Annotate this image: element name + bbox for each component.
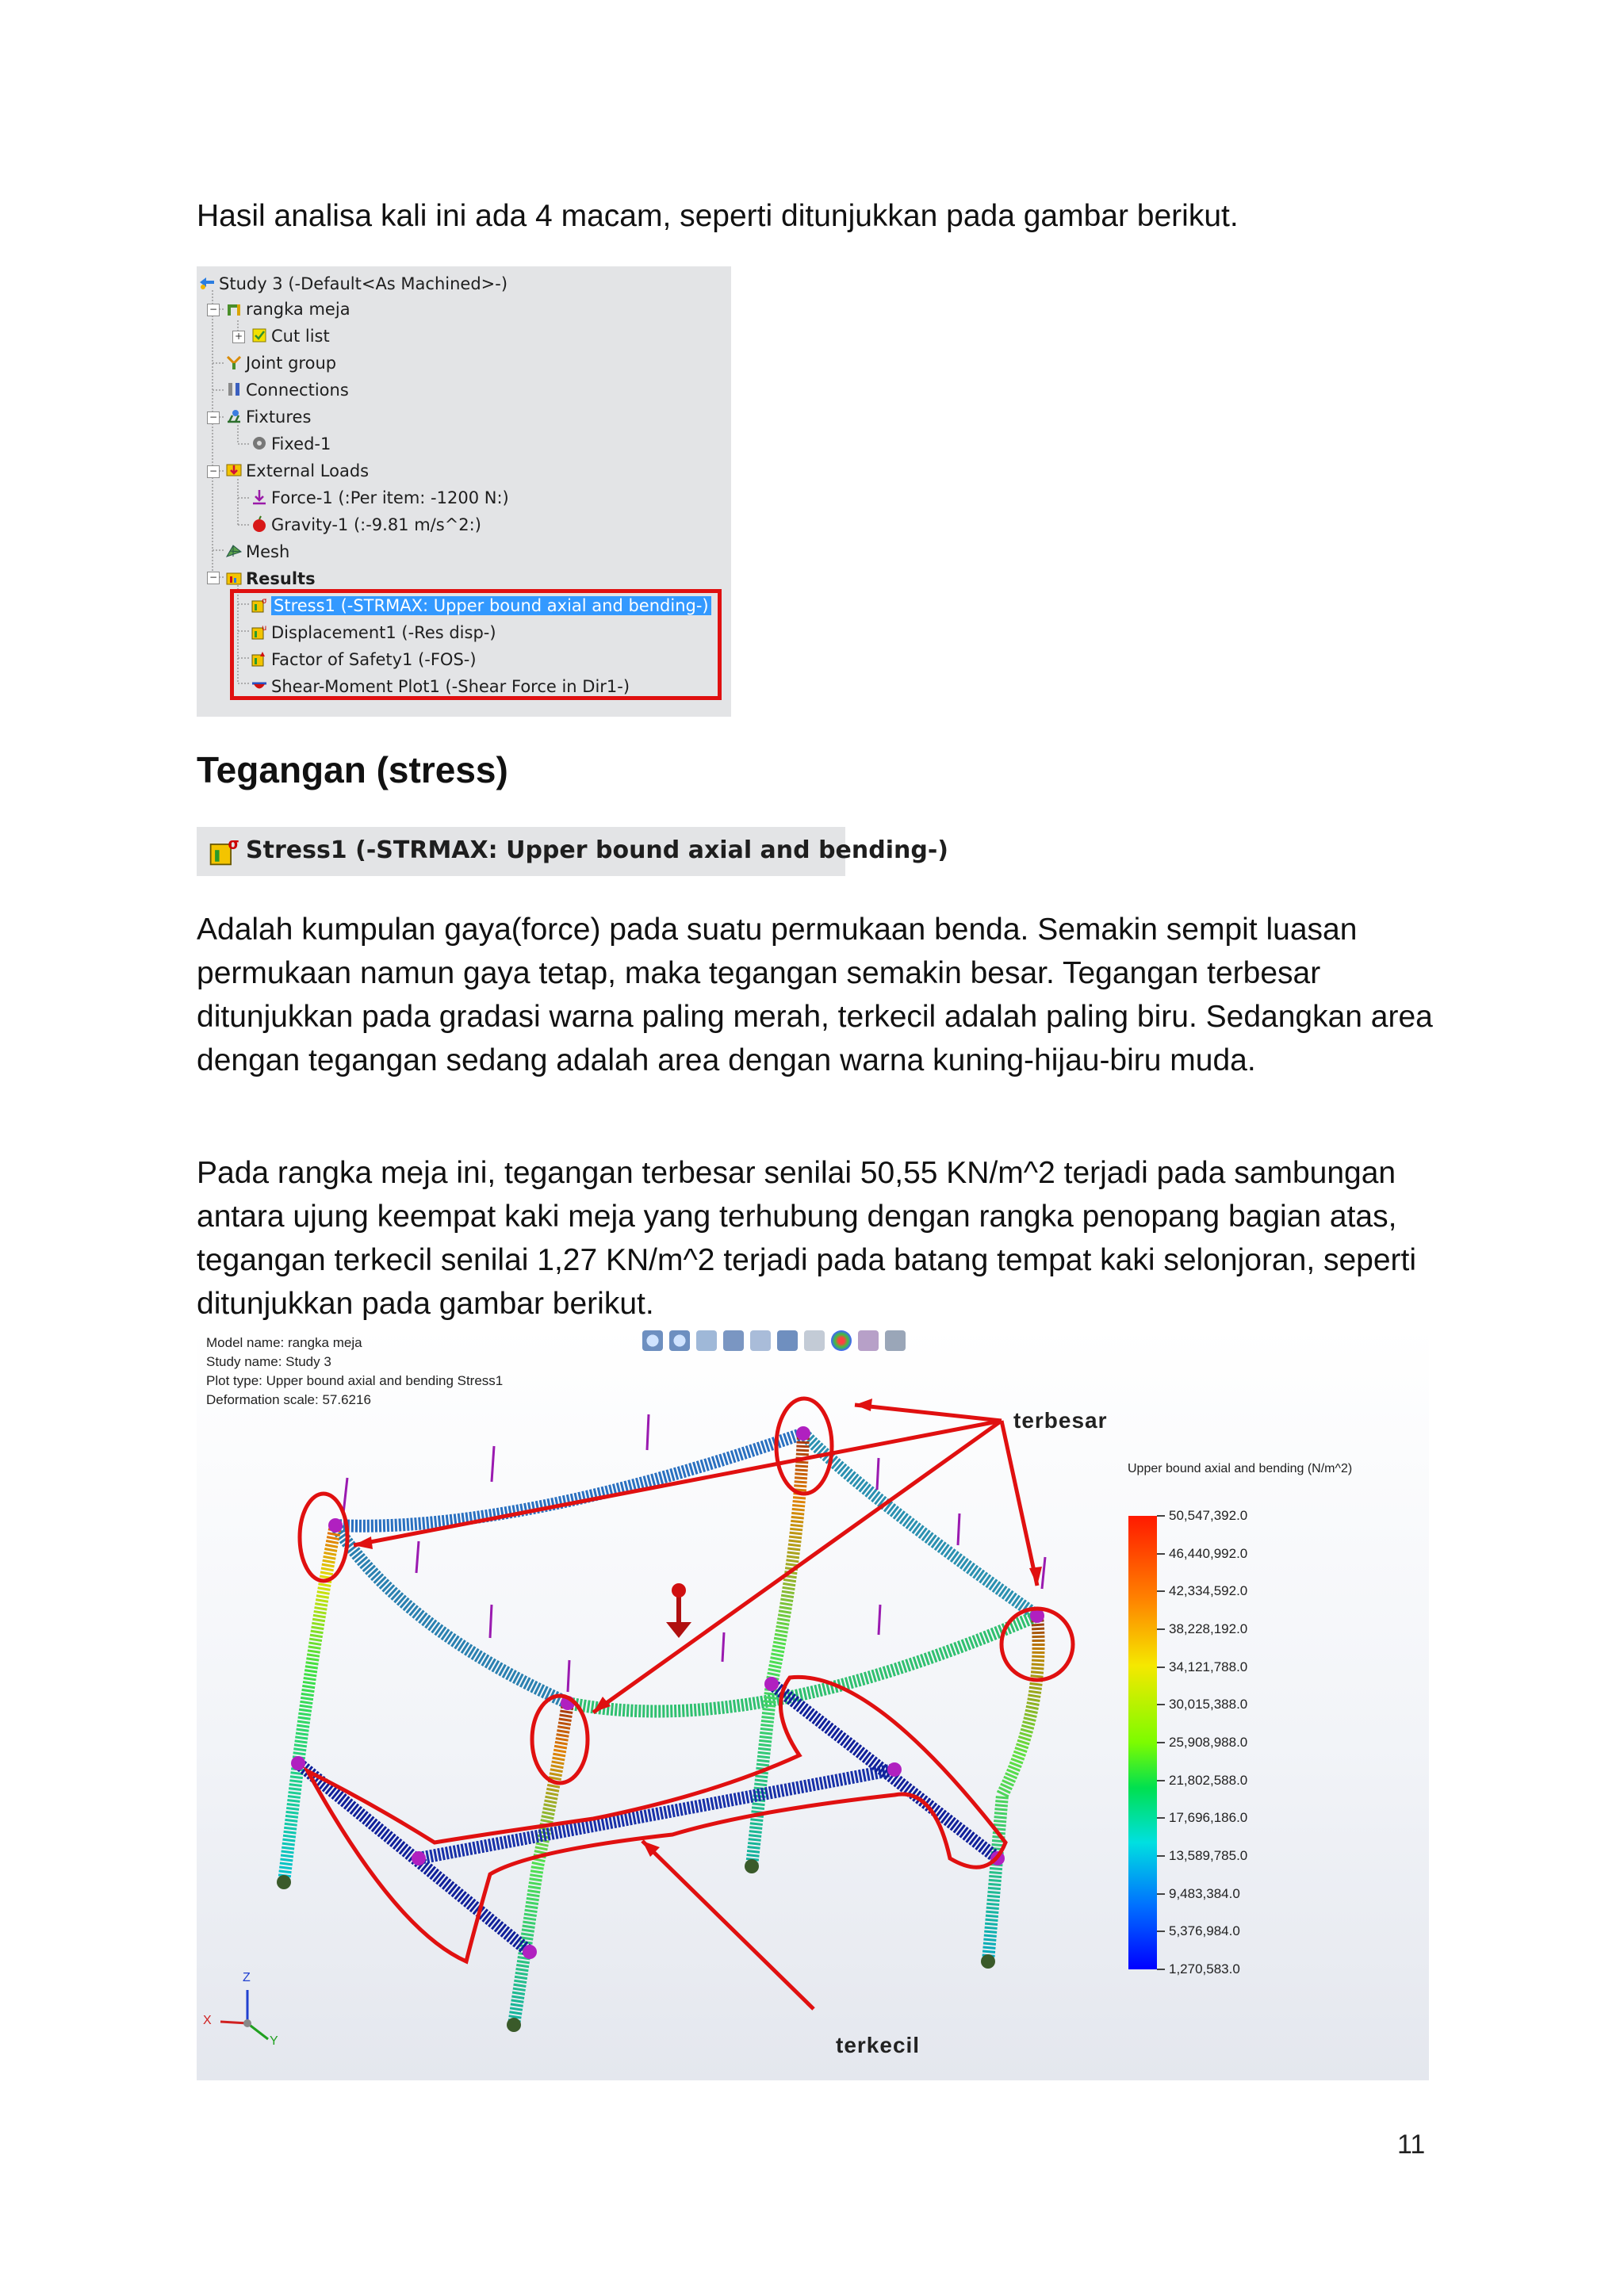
beam-top-front — [568, 1616, 1037, 1711]
legend-tick-label: 50,547,392.0 — [1169, 1508, 1248, 1523]
leg-front-right — [988, 1616, 1039, 1961]
tree-item-gravity[interactable] — [251, 512, 481, 538]
legend-title: Upper bound axial and bending (N/m^2) — [1128, 1462, 1353, 1475]
stress-banner — [197, 827, 949, 876]
expander-results[interactable]: − — [207, 572, 220, 584]
joint-group-icon — [225, 354, 243, 371]
legend-tick-mark — [1157, 1969, 1165, 1970]
gravity-apple-icon — [251, 515, 268, 533]
legend-tick-label: 1,270,583.0 — [1169, 1961, 1240, 1976]
expander-fixtures[interactable]: − — [207, 411, 220, 424]
tree-item-label: External Loads — [246, 461, 370, 480]
expander-cutlist[interactable]: + — [232, 331, 245, 343]
legend-tick-mark — [1157, 1628, 1165, 1630]
external-loads-icon — [225, 461, 243, 479]
results-highlight-box — [230, 589, 722, 700]
section-heading: Tegangan (stress) — [197, 749, 508, 790]
label-min: terkecil — [836, 2033, 921, 2057]
axis-x-label: X — [203, 2014, 212, 2027]
label-max: terbesar — [1013, 1408, 1108, 1433]
page-number: 11 — [1397, 2130, 1426, 2160]
tree-item-fixed[interactable] — [251, 431, 331, 457]
legend-tick-mark — [1157, 1742, 1165, 1743]
legend-tick-mark — [1157, 1704, 1165, 1705]
svg-text:σ: σ — [228, 836, 239, 853]
footrest-right — [772, 1684, 998, 1858]
legend-tick-mark — [1157, 1780, 1165, 1781]
svg-text:u: u — [262, 624, 267, 633]
color-bar — [1128, 1516, 1157, 1969]
tree-item-label: Fixtures — [246, 408, 312, 427]
legend-tick-label: 34,121,788.0 — [1169, 1659, 1248, 1674]
cut-list-icon — [251, 327, 268, 344]
tree-item-label: Cut list — [271, 327, 330, 346]
legend-tick-mark — [1157, 1855, 1165, 1857]
legend-tick-label: 25,908,988.0 — [1169, 1735, 1248, 1750]
tree-item-loads[interactable] — [225, 458, 369, 484]
legend-tick-label: 13,589,785.0 — [1169, 1848, 1248, 1863]
tree-item-label: Gravity-1 (:-9.81 m/s^2:) — [271, 515, 481, 534]
legend-tick-mark — [1157, 1893, 1165, 1895]
svg-text:σ: σ — [262, 597, 267, 606]
tree-item-fixtures[interactable] — [225, 404, 311, 430]
mesh-icon — [225, 542, 243, 560]
legend-tick-mark — [1157, 1590, 1165, 1592]
tree-item-mesh[interactable] — [225, 539, 289, 564]
tree-item-label: Connections — [246, 381, 349, 400]
expander-loads[interactable]: − — [207, 465, 220, 478]
tree-item-cutlist[interactable] — [251, 323, 330, 349]
footrest-long — [419, 1770, 894, 1858]
tree-item-label: Fixed-1 — [271, 434, 331, 453]
study-tree-panel — [197, 266, 731, 717]
fixed-icon — [251, 434, 268, 452]
tree-item-rangka[interactable] — [225, 297, 350, 322]
axis-y-label: Y — [270, 2034, 278, 2048]
expander-rangka[interactable]: − — [207, 304, 220, 316]
legend-tick-mark — [1157, 1553, 1165, 1555]
fixtures-icon — [225, 408, 243, 425]
tree-item-label: Results — [246, 569, 316, 588]
leg-front-left — [514, 1703, 568, 2025]
paragraph-1: Adalah kumpulan gaya(force) pada suatu permukaan benda. Semakin sempit luasan permukaan namun gaya tetap, maka tegangan semakin besar. Tegangan terbesar ditunjukkan pada gradasi warna paling merah, terkecil adalah paling biru. Sedangkan area dengan tegangan sedang adalah area dengan warna kuning-hijau-biru muda. — [197, 913, 1433, 1077]
intro-text: Hasil analisa kali ini ada 4 macam, seperti ditunjukkan pada gambar berikut. — [197, 199, 1239, 233]
axis-z-label: Z — [243, 1971, 251, 1984]
beam-top-right-back — [803, 1433, 1037, 1616]
tree-item-label: rangka meja — [246, 300, 350, 319]
tree-item-label: Joint group — [246, 354, 337, 373]
model-name: Model name: rangka meja — [206, 1335, 362, 1350]
leg-back-right — [752, 1433, 803, 1866]
stress-plot-icon — [208, 835, 239, 868]
legend-tick-mark — [1157, 1817, 1165, 1819]
tree-item-label: Displacement1 (-Res disp-) — [271, 623, 496, 642]
study-name: Study name: Study 3 — [206, 1354, 331, 1369]
banner-label: Stress1 (-STRMAX: Upper bound axial and bending-) — [246, 836, 949, 864]
legend-tick-mark — [1157, 1667, 1165, 1668]
legend-tick-label: 30,015,388.0 — [1169, 1697, 1248, 1712]
tree-item-label: Force-1 (:Per item: -1200 N:) — [271, 488, 509, 507]
legend-tick-label: 9,483,384.0 — [1169, 1885, 1240, 1901]
tree-item-label: Factor of Safety1 (-FOS-) — [271, 650, 477, 669]
tree-item-results[interactable] — [225, 566, 316, 591]
tree-item-connections[interactable] — [225, 377, 349, 403]
legend-tick-mark — [1157, 1515, 1165, 1517]
legend-tick-label: 46,440,992.0 — [1169, 1545, 1248, 1561]
legend-tick-mark — [1157, 1931, 1165, 1932]
plot-type: Plot type: Upper bound axial and bending Stress1 — [206, 1373, 504, 1388]
legend-tick-label: 5,376,984.0 — [1169, 1923, 1240, 1939]
legend-tick-label: 42,334,592.0 — [1169, 1583, 1248, 1599]
legend-tick-label: 21,802,588.0 — [1169, 1772, 1248, 1788]
legend-tick-label: 17,696,186.0 — [1169, 1810, 1248, 1826]
beam-top-back — [335, 1433, 803, 1526]
deformation-scale: Deformation scale: 57.6216 — [206, 1392, 371, 1407]
force-arrow-icon — [251, 488, 268, 506]
paragraph-2: Pada rangka meja ini, tegangan terbesar senilai 50,55 KN/m^2 terjadi pada sambungan antara ujung keempat kaki meja yang terhubung dengan rangka penopang bagian atas, tegangan terkecil senilai 1,27 KN/m^2 terjadi pada batang tempat kaki selonjoran, seperti ditunjukkan pada gambar berikut. — [197, 1156, 1417, 1321]
tree-item-force[interactable] — [251, 485, 509, 511]
tree-item-label: Mesh — [246, 542, 290, 561]
results-folder-icon — [225, 569, 243, 587]
stress-plot-figure — [197, 1327, 1429, 2080]
beam-top-left — [335, 1525, 568, 1703]
connections-icon — [225, 381, 243, 398]
tree-item-label: Shear-Moment Plot1 (-Shear Force in Dir1-) — [271, 677, 630, 696]
legend-tick-label: 38,228,192.0 — [1169, 1621, 1248, 1636]
tree-root-label: Study 3 (-Default<As Machined>-) — [219, 274, 508, 293]
tree-item-joint[interactable] — [225, 350, 336, 376]
weldment-icon — [225, 300, 243, 317]
tree-item-label-selected: Stress1 (-STRMAX: Upper bound axial and bending-) — [271, 596, 711, 615]
